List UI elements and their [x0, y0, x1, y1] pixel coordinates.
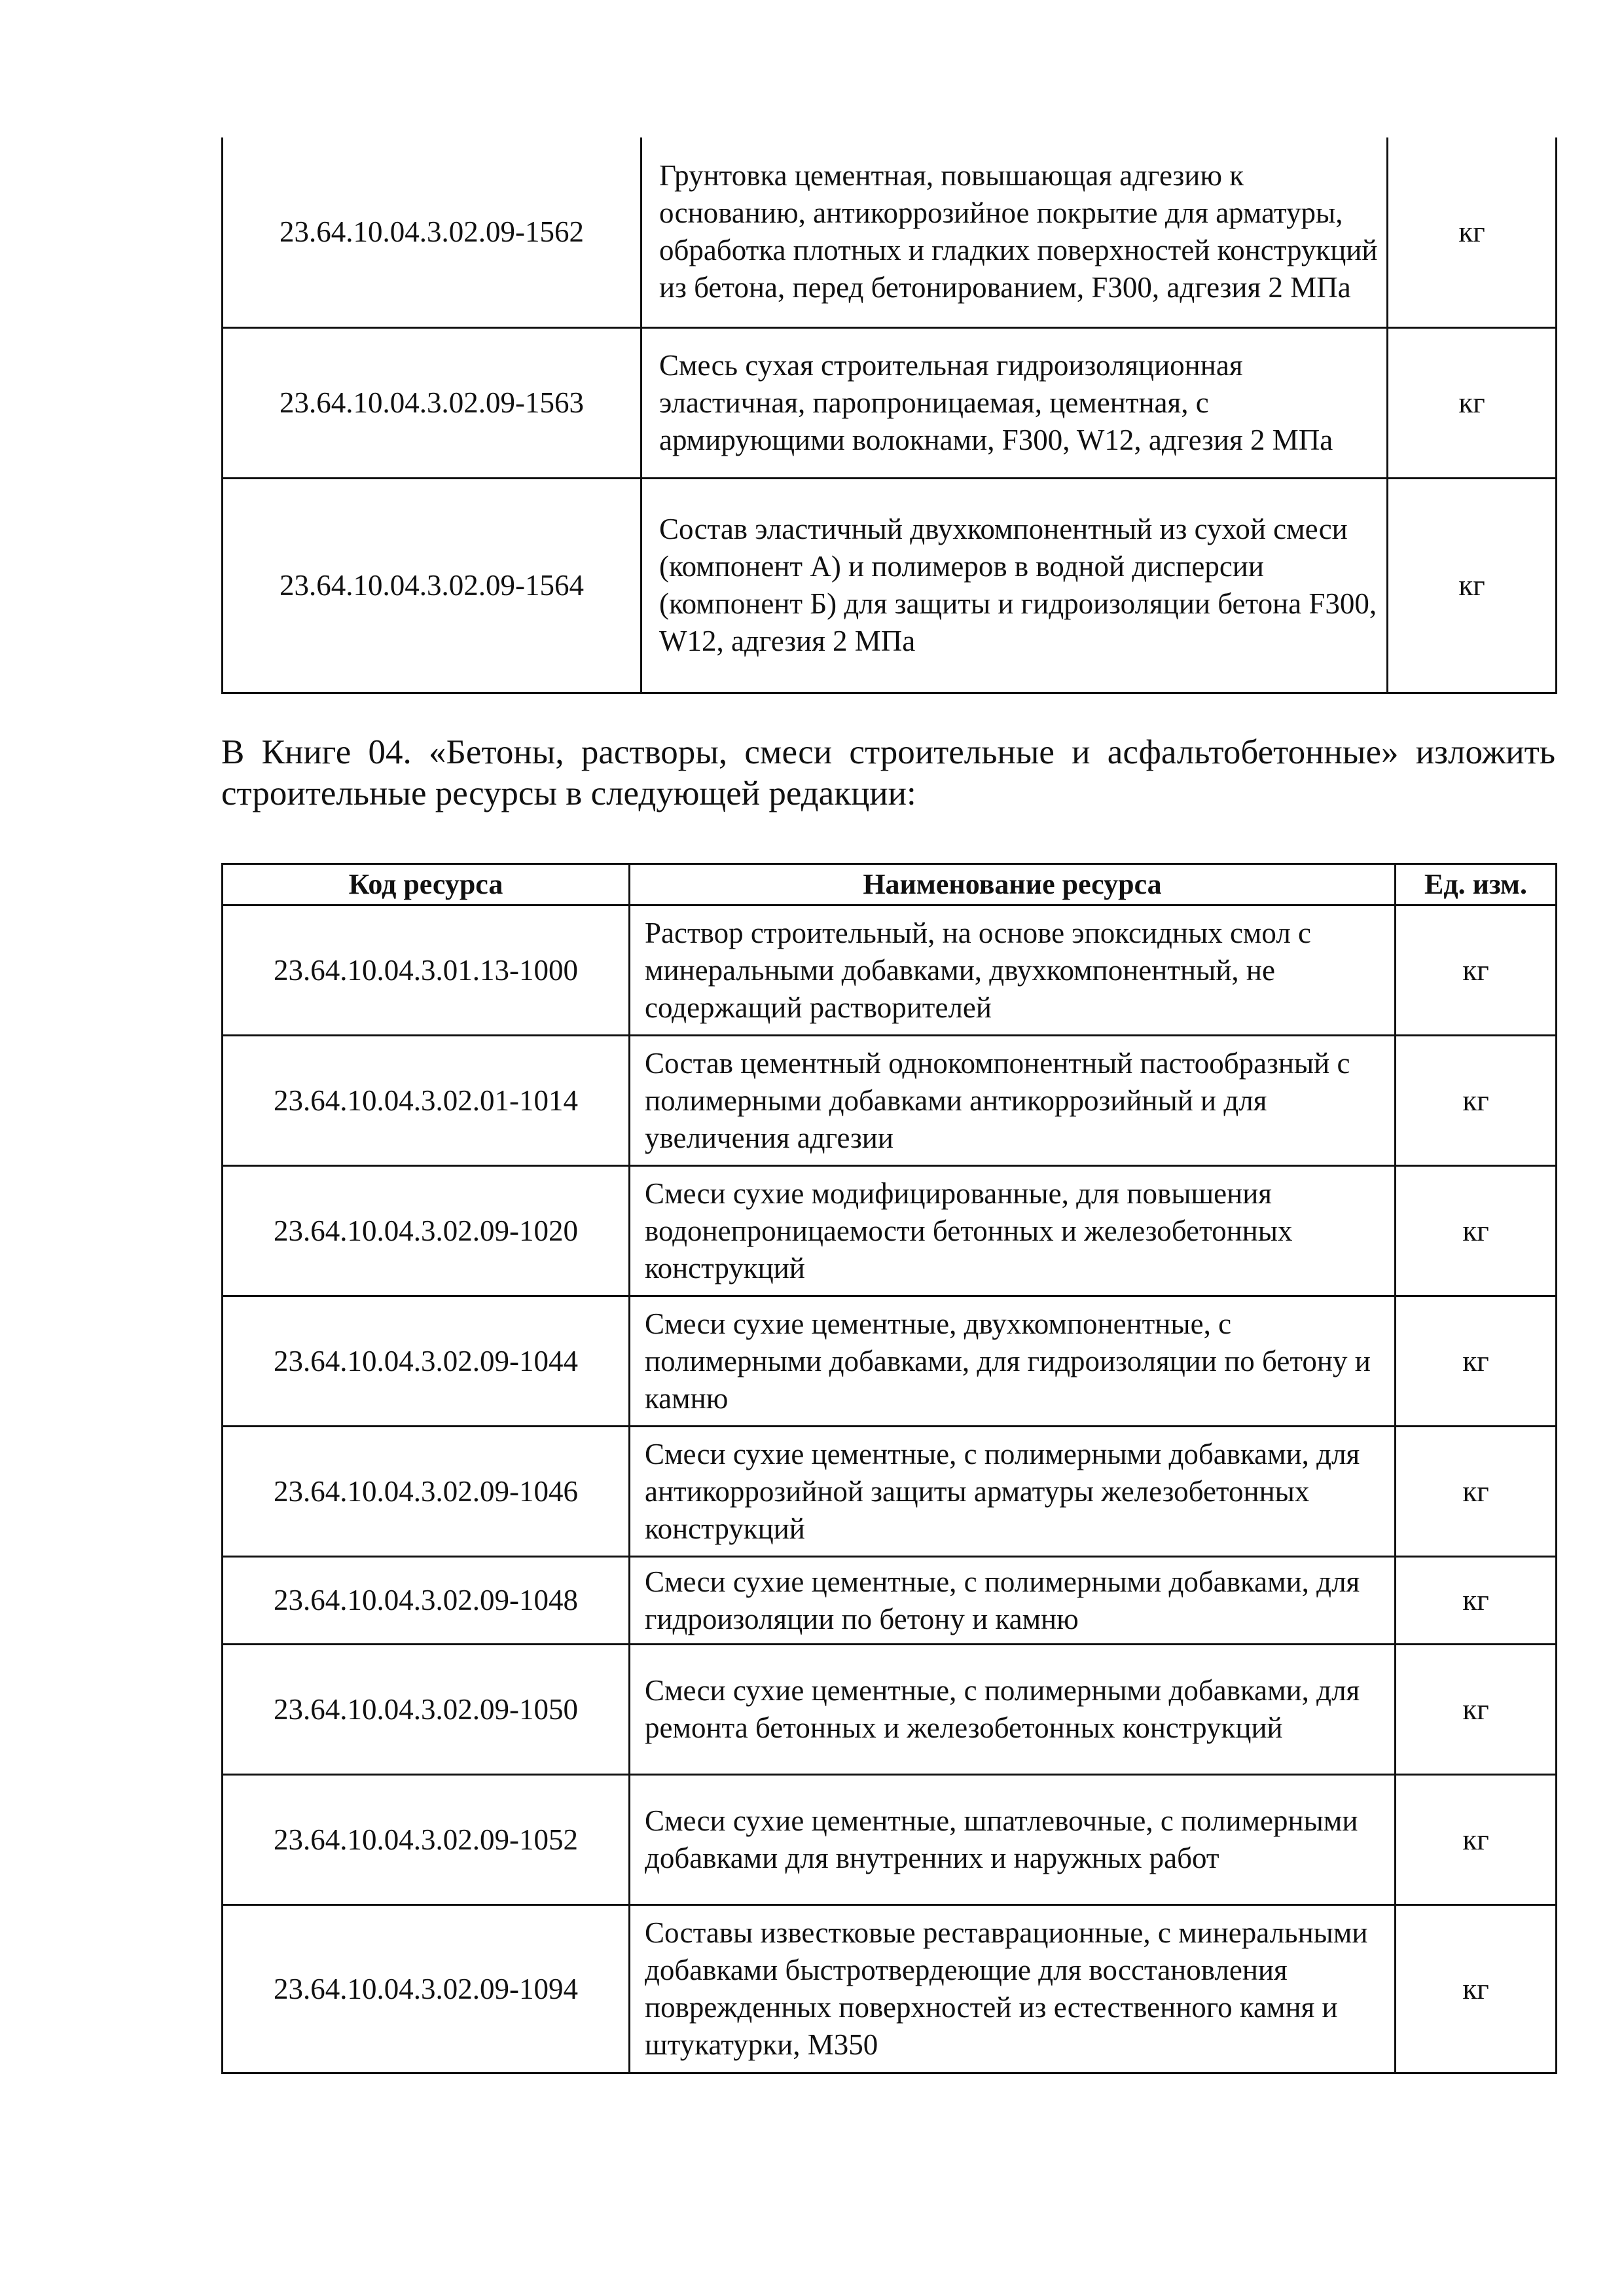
resource-unit: кг	[1396, 1905, 1557, 2073]
table-row	[223, 905, 1557, 1036]
header-unit: Ед. изм.	[1396, 864, 1557, 905]
resource-code: 23.64.10.04.3.02.01-1014	[223, 1036, 630, 1166]
resource-name: Состав эластичный двухкомпонентный из сухой смеси (компонент А) и полимеров в водной дисперсии (компонент Б) для защиты и гидроизоляции бетона F300, W12, адгезия 2 МПа	[641, 478, 1388, 693]
resource-code: 23.64.10.04.3.02.09-1044	[223, 1296, 630, 1427]
table-row	[223, 1645, 1557, 1775]
resource-name: Смеси сухие цементные, двухкомпонентные, с полимерными добавками, для гидроизоляции по бетону и камню	[630, 1296, 1396, 1427]
table-row	[223, 1905, 1557, 2073]
resource-unit: кг	[1396, 905, 1557, 1036]
resource-code: 23.64.10.04.3.02.09-1052	[223, 1775, 630, 1905]
resource-name: Раствор строительный, на основе эпоксидных смол с минеральными добавками, двухкомпонентный, не содержащий растворителей	[630, 905, 1396, 1036]
resource-unit: кг	[1388, 327, 1557, 478]
table-row	[223, 1427, 1557, 1557]
resource-code: 23.64.10.04.3.01.13-1000	[223, 905, 630, 1036]
resource-code: 23.64.10.04.3.02.09-1094	[223, 1905, 630, 2073]
resource-name: Составы известковые реставрационные, с минеральными добавками быстротвердеющие для восстановления поврежденных поверхностей из естественного камня и штукатурки, М350	[630, 1905, 1396, 2073]
resource-unit: кг	[1388, 478, 1557, 693]
intro-paragraph: В Книге 04. «Бетоны, растворы, смеси строительные и асфальтобетонные» изложить строительные ресурсы в следующей редакции:	[221, 733, 1555, 812]
resource-unit: кг	[1396, 1036, 1557, 1166]
resource-name: Состав цементный однокомпонентный пастообразный с полимерными добавками антикоррозийный и для увеличения адгезии	[630, 1036, 1396, 1166]
table-row	[223, 478, 1557, 693]
header-code: Код ресурса	[223, 864, 630, 905]
table-header-row	[223, 864, 1557, 905]
resource-unit: кг	[1396, 1557, 1557, 1645]
resource-code: 23.64.10.04.3.02.09-1048	[223, 1557, 630, 1645]
resource-name: Грунтовка цементная, повышающая адгезию к основанию, антикоррозийное покрытие для арматуры, обработка плотных и гладких поверхностей конструкций из бетона, перед бетонированием, F300, адгезия 2 МПа	[641, 137, 1388, 327]
resource-unit: кг	[1396, 1427, 1557, 1557]
resource-unit: кг	[1388, 137, 1557, 327]
table-row	[223, 137, 1557, 327]
table-row	[223, 1036, 1557, 1166]
resource-name: Смеси сухие цементные, с полимерными добавками, для ремонта бетонных и железобетонных конструкций	[630, 1645, 1396, 1775]
resource-name: Смеси сухие цементные, с полимерными добавками, для антикоррозийной защиты арматуры железобетонных конструкций	[630, 1427, 1396, 1557]
resource-unit: кг	[1396, 1296, 1557, 1427]
resource-unit: кг	[1396, 1775, 1557, 1905]
table-row	[223, 1296, 1557, 1427]
resource-code: 23.64.10.04.3.02.09-1562	[223, 137, 641, 327]
resource-name: Смеси сухие цементные, с полимерными добавками, для гидроизоляции по бетону и камню	[630, 1557, 1396, 1645]
resource-code: 23.64.10.04.3.02.09-1564	[223, 478, 641, 693]
resource-unit: кг	[1396, 1166, 1557, 1296]
table-row	[223, 1166, 1557, 1296]
resource-code: 23.64.10.04.3.02.09-1050	[223, 1645, 630, 1775]
table-row	[223, 1775, 1557, 1905]
resource-code: 23.64.10.04.3.02.09-1020	[223, 1166, 630, 1296]
resource-code: 23.64.10.04.3.02.09-1046	[223, 1427, 630, 1557]
resource-unit: кг	[1396, 1645, 1557, 1775]
resource-code: 23.64.10.04.3.02.09-1563	[223, 327, 641, 478]
table-row	[223, 327, 1557, 478]
resource-name: Смесь сухая строительная гидроизоляционная эластичная, паропроницаемая, цементная, с армирующими волокнами, F300, W12, адгезия 2 МПа	[641, 327, 1388, 478]
table-row	[223, 1557, 1557, 1645]
resource-name: Смеси сухие цементные, шпатлевочные, с полимерными добавками для внутренних и наружных работ	[630, 1775, 1396, 1905]
resources-table-continued	[221, 137, 1557, 694]
resources-table	[221, 863, 1557, 2074]
header-name: Наименование ресурса	[630, 864, 1396, 905]
resource-name: Смеси сухие модифицированные, для повышения водонепроницаемости бетонных и железобетонных конструкций	[630, 1166, 1396, 1296]
